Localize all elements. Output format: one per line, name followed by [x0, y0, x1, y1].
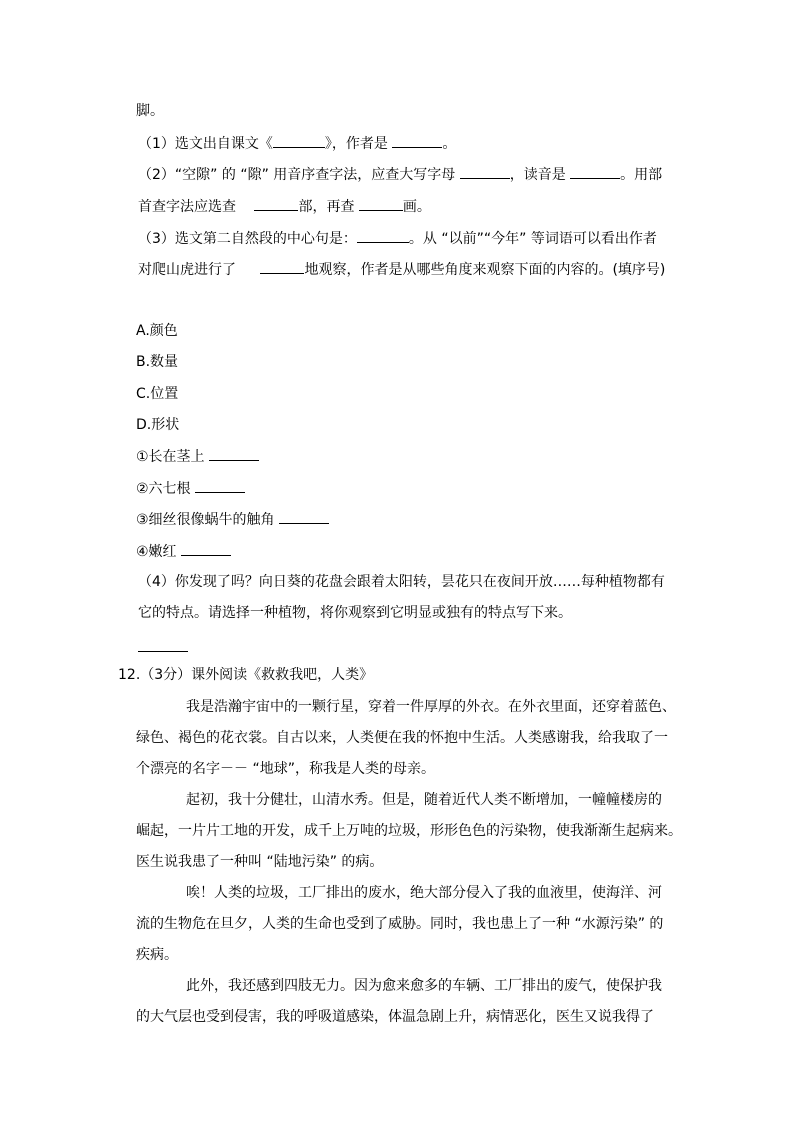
- question-3-line-2: 对爬山虎进行了 地观察，作者是从哪些角度来观察下面的内容的。(填序号): [138, 259, 665, 280]
- option-d: D.形状: [136, 417, 180, 433]
- q3-blank-central-sentence[interactable]: [357, 228, 409, 243]
- q3-blank-observation[interactable]: [260, 259, 304, 274]
- question-4-line-1: （4）你发现了吗？向日葵的花盘会跟着太阳转，昙花只在夜间开放……每种植物都有: [138, 574, 665, 590]
- subitem-1-blank[interactable]: [209, 446, 259, 461]
- q2-blank-radical[interactable]: [254, 196, 298, 211]
- option-a: A.颜色: [136, 323, 178, 339]
- question-2-line-1: （2）“空隙” 的 “隙” 用音序查字法，应查大写字母 ，读音是 。用部: [138, 164, 662, 185]
- subitem-4-blank[interactable]: [181, 541, 231, 556]
- subitem-3: ③细丝很像蜗牛的触角: [136, 509, 329, 530]
- passage-line: 流的生物危在旦夕，人类的生命也受到了威胁。同时，我也患上了一种 “水源污染” 的: [136, 916, 664, 932]
- continuation-text: 脚。: [136, 103, 164, 119]
- passage-line: 我是浩瀚宇宙中的一颗行星，穿着一件厚厚的外衣。在外衣里面，还穿着蓝色、: [186, 699, 676, 715]
- question-3-line-1: （3）选文第二自然段的中心句是： 。从 “以前”“今年” 等词语可以看出作者: [138, 228, 657, 249]
- question-1: （1）选文出自课文《 》，作者是 。: [138, 133, 456, 154]
- passage-line: 的大气层也受到侵害，我的呼吸道感染，体温急剧上升，病情恶化，医生又说我得了: [136, 1009, 654, 1025]
- subitem-4: ④嫩红: [136, 541, 231, 562]
- passage-line: 崛起，一片片工地的开发，成千上万吨的垃圾，形形色色的污染物，使我渐渐生起病来。: [136, 823, 682, 839]
- option-b: B.数量: [136, 354, 179, 370]
- option-c: C.位置: [136, 386, 179, 402]
- q2-blank-letter[interactable]: [460, 164, 510, 179]
- passage-line: 唉！人类的垃圾，工厂排出的废水，绝大部分侵入了我的血液里，使海洋、河: [186, 885, 662, 901]
- q1-blank-title[interactable]: [273, 133, 325, 148]
- q2-blank-pinyin[interactable]: [570, 164, 620, 179]
- passage-line: 疾病。: [136, 947, 178, 963]
- passage-line: 医生说我患了一种叫 “陆地污染” 的病。: [136, 854, 384, 870]
- q1-suffix: 》，作者是: [324, 136, 393, 152]
- subitem-2-blank[interactable]: [195, 478, 245, 493]
- question-12-header: 12.（3分）课外阅读《救救我吧，人类》: [118, 667, 374, 683]
- subitem-2: ②六七根: [136, 478, 245, 499]
- q1-prefix: （1）选文出自课文《: [138, 136, 273, 152]
- q1-blank-author[interactable]: [392, 133, 442, 148]
- question-2-line-2: 首查字法应选查 部，再查 画。: [138, 196, 431, 217]
- subitem-3-blank[interactable]: [279, 509, 329, 524]
- passage-line: 起初，我十分健壮，山清水秀。但是，随着近代人类不断增加，一幢幢楼房的: [186, 792, 662, 808]
- q2-blank-strokes[interactable]: [359, 196, 403, 211]
- passage-line: 个漂亮的名字－－ “地球”，称我是人类的母亲。: [136, 761, 435, 777]
- subitem-1: ①长在茎上: [136, 446, 259, 467]
- passage-line: 绿色、褐色的花衣裳。自古以来，人类便在我的怀抱中生活。人类感谢我，给我取了一: [136, 730, 668, 746]
- question-4-line-2: 它的特点。请选择一种植物，将你观察到它明显或独有的特点写下来。: [138, 605, 572, 621]
- passage-line: 此外，我还感到四肢无力。因为愈来愈多的车辆、工厂排出的废气，使保护我: [186, 978, 662, 994]
- q4-answer-blank[interactable]: [138, 651, 188, 652]
